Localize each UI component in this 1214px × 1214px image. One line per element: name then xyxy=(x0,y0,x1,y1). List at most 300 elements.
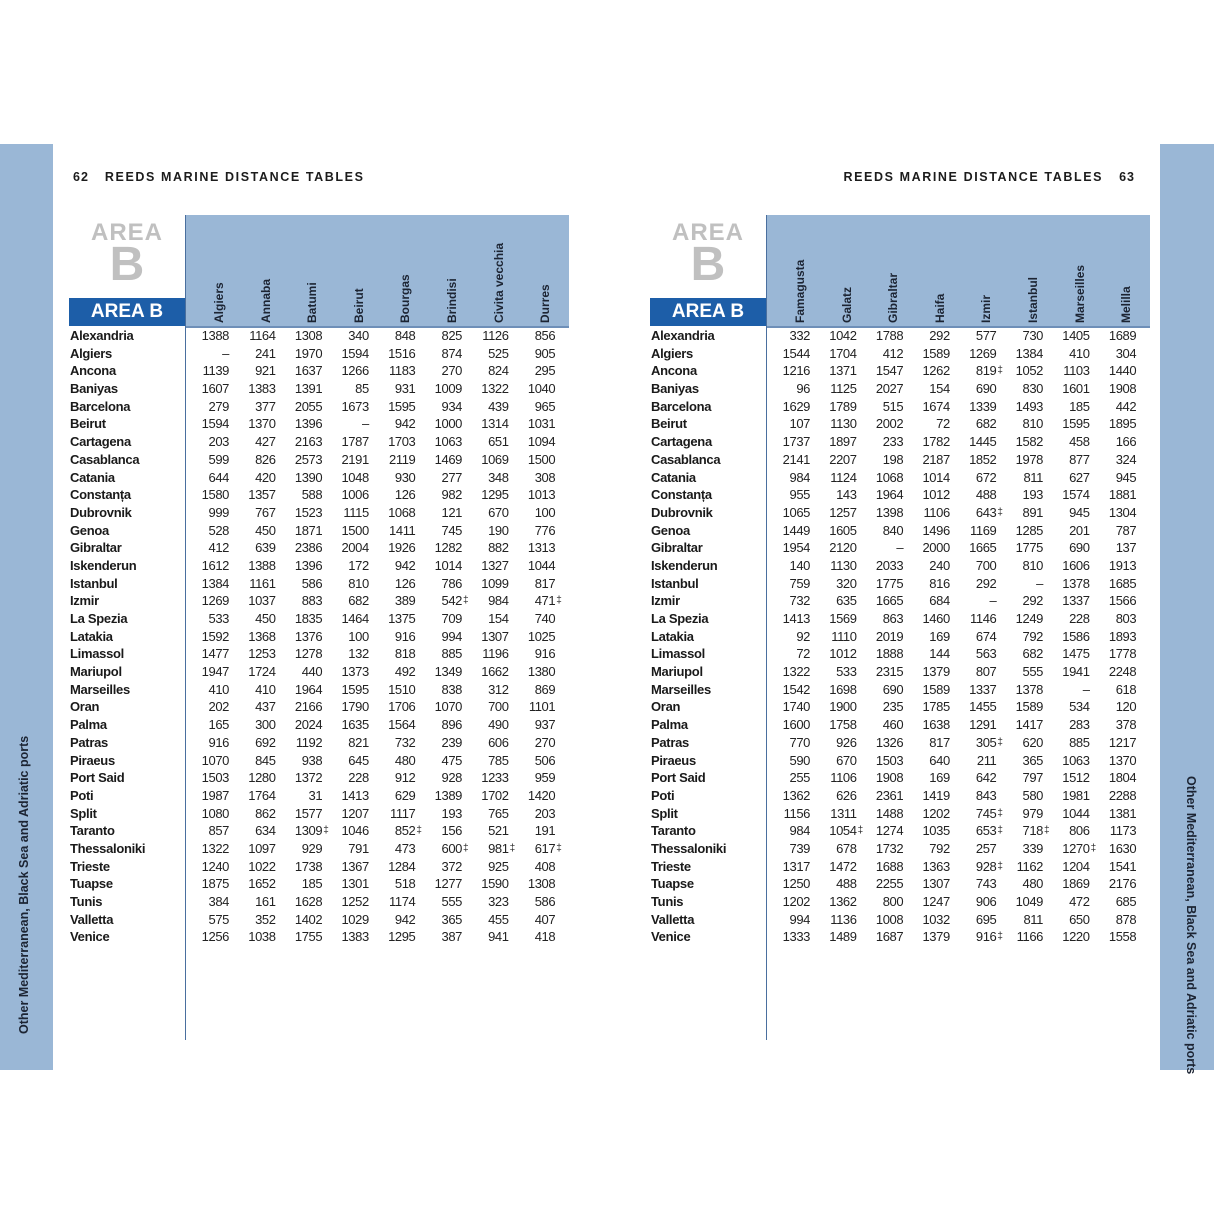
distance-value: 277 xyxy=(441,469,462,485)
table-row xyxy=(69,752,569,770)
port-name: Palma xyxy=(651,717,688,733)
distance-value: 1063 xyxy=(1062,752,1090,768)
distance-value: 408 xyxy=(534,858,556,874)
distance-cell xyxy=(226,539,276,557)
distance-value: 31 xyxy=(308,787,323,803)
distance-value: 292 xyxy=(1022,593,1043,609)
distance-value: 1357 xyxy=(248,487,276,503)
distance-value: 1295 xyxy=(388,929,416,945)
table-row xyxy=(69,415,569,433)
distance-value: 132 xyxy=(348,646,369,662)
area-letter: B xyxy=(690,238,726,291)
distance-value: 982 xyxy=(441,487,462,503)
distance-cell xyxy=(365,822,422,840)
distance-value: 255 xyxy=(789,770,810,786)
distance-cell xyxy=(946,557,996,575)
distance-value: 1378 xyxy=(1062,575,1090,591)
distance-value: 1869 xyxy=(1062,876,1090,892)
column-header-band xyxy=(185,215,569,328)
footnote-mark: ‡ xyxy=(463,842,469,854)
distance-cell xyxy=(1086,610,1136,628)
distance-value: 1327 xyxy=(481,557,509,573)
distance-cell xyxy=(807,805,857,823)
distance-value: 921 xyxy=(255,363,276,379)
footnote-mark: ‡ xyxy=(997,365,1003,377)
distance-cell xyxy=(1040,362,1090,380)
distance-cell xyxy=(1086,345,1136,363)
distance-value: 1101 xyxy=(528,699,556,715)
column-header xyxy=(930,223,950,323)
distance-value: 785 xyxy=(488,752,509,768)
distance-value: 2002 xyxy=(875,416,904,432)
distance-value: 1042 xyxy=(829,328,857,343)
distance-cell xyxy=(365,592,415,610)
distance-cell xyxy=(1040,628,1090,646)
distance-value: 640 xyxy=(929,752,950,768)
port-name: Istanbul xyxy=(651,575,699,591)
table-row xyxy=(69,486,569,504)
distance-cell xyxy=(946,398,996,416)
distance-cell xyxy=(319,522,369,540)
table-row xyxy=(650,486,1150,504)
distance-cell xyxy=(319,805,369,823)
distance-value: 938 xyxy=(301,752,323,768)
distance-value: 437 xyxy=(255,699,276,715)
distance-value: 228 xyxy=(1069,611,1090,626)
distance-cell xyxy=(226,734,276,752)
distance-cell xyxy=(760,469,810,487)
table-row xyxy=(69,380,569,398)
distance-value: 283 xyxy=(1069,717,1090,733)
distance-value: 811 xyxy=(1023,469,1043,485)
distance-cell xyxy=(505,681,555,699)
distance-cell xyxy=(900,875,950,893)
distance-value: 1136 xyxy=(830,911,857,927)
distance-value: 1130 xyxy=(830,416,857,432)
distance-cell xyxy=(993,610,1043,628)
distance-cell xyxy=(853,415,903,433)
distance-value: 2055 xyxy=(294,398,323,414)
port-name: Iskenderun xyxy=(70,557,137,573)
distance-value: 2024 xyxy=(294,717,323,733)
distance-cell xyxy=(853,787,903,805)
distance-cell xyxy=(760,362,810,380)
distance-value: 1638 xyxy=(922,717,950,733)
distance-value: 1080 xyxy=(201,805,229,821)
distance-value: 806 xyxy=(1069,823,1090,839)
distance-cell xyxy=(412,681,462,699)
table-body xyxy=(69,327,569,946)
distance-cell xyxy=(853,522,903,540)
port-name: Piraeus xyxy=(70,752,115,768)
distance-cell xyxy=(365,734,415,752)
distance-value: 586 xyxy=(534,894,556,909)
distance-cell xyxy=(319,415,369,433)
distance-cell xyxy=(459,327,509,345)
distance-cell xyxy=(993,663,1043,681)
column-header xyxy=(442,223,462,323)
distance-cell xyxy=(807,451,857,469)
distance-value: 1379 xyxy=(922,929,950,945)
distance-cell xyxy=(505,840,562,858)
distance-value: 1947 xyxy=(201,664,229,680)
distance-cell xyxy=(807,362,857,380)
distance-cell xyxy=(412,698,462,716)
distance-cell xyxy=(459,734,509,752)
port-name: Poti xyxy=(651,787,675,803)
distance-value: 191 xyxy=(534,823,556,839)
distance-value: 1566 xyxy=(1108,593,1137,609)
column-header xyxy=(976,223,996,323)
distance-cell xyxy=(319,362,369,380)
distance-cell xyxy=(993,769,1043,787)
distance-value: 1445 xyxy=(969,434,997,450)
distance-cell xyxy=(226,451,276,469)
port-name: Port Said xyxy=(70,770,125,786)
distance-cell xyxy=(993,645,1043,663)
distance-value: 1381 xyxy=(1108,805,1137,821)
distance-cell xyxy=(412,716,462,734)
distance-value: 1376 xyxy=(294,628,323,644)
distance-value: 1601 xyxy=(1062,381,1090,397)
distance-cell xyxy=(1040,858,1090,876)
distance-cell xyxy=(900,327,950,345)
distance-value: 1893 xyxy=(1108,628,1137,644)
distance-cell xyxy=(853,663,903,681)
table-row xyxy=(650,769,1150,787)
table-row xyxy=(650,592,1150,610)
distance-value: 1732 xyxy=(875,840,904,856)
distance-value: 792 xyxy=(929,840,950,856)
distance-value: 1595 xyxy=(1062,416,1090,432)
distance-cell xyxy=(365,645,415,663)
distance-cell xyxy=(853,557,903,575)
distance-value: 1029 xyxy=(341,911,369,927)
distance-value: 1897 xyxy=(829,434,857,450)
distance-value: 916 xyxy=(394,628,416,644)
distance-value: 471 xyxy=(534,593,556,609)
distance-cell xyxy=(1040,787,1090,805)
distance-cell xyxy=(1086,805,1136,823)
distance-cell xyxy=(412,805,462,823)
footnote-mark: ‡ xyxy=(1090,842,1096,854)
distance-cell xyxy=(946,433,996,451)
distance-value: 575 xyxy=(208,911,229,927)
distance-value: 821 xyxy=(348,734,369,750)
distance-value: 1309 xyxy=(294,823,323,839)
distance-cell xyxy=(993,787,1043,805)
distance-value: 1389 xyxy=(434,787,462,803)
distance-value: 586 xyxy=(301,575,323,591)
distance-value: 488 xyxy=(836,876,857,892)
distance-cell xyxy=(179,734,229,752)
distance-cell xyxy=(179,327,229,345)
distance-value: 1589 xyxy=(1015,699,1043,715)
distance-cell xyxy=(179,610,229,628)
distance-cell xyxy=(807,875,857,893)
table-row xyxy=(69,716,569,734)
table-row xyxy=(69,592,569,610)
distance-cell xyxy=(946,327,996,345)
distance-value: 1362 xyxy=(782,787,810,803)
distance-value: 1778 xyxy=(1108,646,1137,662)
distance-cell xyxy=(505,858,555,876)
distance-cell xyxy=(807,734,857,752)
distance-value: 1307 xyxy=(922,876,950,892)
distance-cell xyxy=(412,486,462,504)
distance-cell xyxy=(412,415,462,433)
table-row xyxy=(69,787,569,805)
distance-value: 1014 xyxy=(922,469,950,485)
distance-cell xyxy=(1086,362,1136,380)
distance-value: 617 xyxy=(534,840,556,856)
distance-cell xyxy=(1040,327,1090,345)
distance-value: 2166 xyxy=(294,699,323,715)
distance-value: 643 xyxy=(975,504,997,520)
port-name: Alexandria xyxy=(651,328,715,343)
distance-value: 1110 xyxy=(831,628,857,644)
column-header xyxy=(1070,223,1090,323)
distance-cell xyxy=(760,522,810,540)
port-name: Patras xyxy=(70,734,108,750)
distance-cell xyxy=(900,628,950,646)
distance-cell xyxy=(946,681,996,699)
distance-cell xyxy=(272,875,322,893)
footnote-mark: ‡ xyxy=(857,825,863,837)
port-name: Casablanca xyxy=(70,451,140,467)
distance-value: 1900 xyxy=(829,699,857,715)
distance-table-right xyxy=(650,215,1150,1040)
distance-value: 1629 xyxy=(782,398,810,414)
distance-cell xyxy=(993,752,1043,770)
distance-value: 72 xyxy=(796,646,810,662)
distance-cell xyxy=(319,716,369,734)
distance-cell xyxy=(1040,610,1090,628)
table-row xyxy=(650,734,1150,752)
distance-cell xyxy=(760,557,810,575)
distance-value: 515 xyxy=(882,398,904,414)
distance-value: 885 xyxy=(441,646,462,662)
port-name: Gibraltar xyxy=(651,540,703,556)
distance-value: 92 xyxy=(796,628,810,644)
distance-cell xyxy=(226,575,276,593)
port-name: Cartagena xyxy=(651,434,712,450)
distance-value: 1569 xyxy=(829,611,857,626)
distance-cell xyxy=(1086,911,1136,929)
distance-value: 797 xyxy=(1022,770,1043,786)
distance-value: 241 xyxy=(255,345,276,361)
distance-value: 1038 xyxy=(248,929,276,945)
distance-value: 1070 xyxy=(201,752,229,768)
distance-cell xyxy=(760,504,810,522)
footnote-mark: ‡ xyxy=(1044,825,1050,837)
distance-cell xyxy=(946,875,996,893)
distance-cell xyxy=(1040,345,1090,363)
distance-cell xyxy=(807,398,857,416)
distance-value: 1398 xyxy=(875,504,904,520)
distance-cell xyxy=(760,398,810,416)
distance-value: 365 xyxy=(1022,752,1043,768)
distance-value: 800 xyxy=(882,894,904,909)
distance-value: 2288 xyxy=(1108,787,1137,803)
distance-cell xyxy=(1086,769,1136,787)
distance-value: 767 xyxy=(255,504,276,520)
distance-value: 460 xyxy=(882,717,904,733)
distance-value: 1630 xyxy=(1108,840,1137,856)
distance-value: 670 xyxy=(836,752,857,768)
distance-value: 730 xyxy=(1022,328,1043,343)
distance-value: 1295 xyxy=(481,487,509,503)
table-row xyxy=(69,840,569,858)
distance-value: 137 xyxy=(1115,540,1137,556)
distance-value: 211 xyxy=(976,752,997,768)
distance-cell xyxy=(853,752,903,770)
table-row xyxy=(69,327,569,345)
distance-cell xyxy=(272,610,322,628)
distance-value: 1202 xyxy=(782,894,810,909)
distance-cell xyxy=(1040,698,1090,716)
distance-cell xyxy=(946,575,996,593)
distance-cell xyxy=(760,893,810,911)
table-row xyxy=(650,557,1150,575)
distance-value: 1607 xyxy=(201,381,229,397)
distance-cell xyxy=(412,539,462,557)
port-name: Barcelona xyxy=(651,398,712,414)
distance-cell xyxy=(1040,681,1090,699)
distance-cell xyxy=(807,327,857,345)
distance-value: 930 xyxy=(394,469,416,485)
distance-cell xyxy=(272,380,322,398)
distance-value: 905 xyxy=(534,345,556,361)
distance-cell xyxy=(412,787,462,805)
table-row xyxy=(650,645,1150,663)
distance-value: 1500 xyxy=(527,451,556,467)
distance-value: 792 xyxy=(1022,628,1043,644)
page-number: 63 xyxy=(1119,170,1135,184)
distance-cell xyxy=(459,380,509,398)
distance-value: 1706 xyxy=(388,699,416,715)
distance-cell xyxy=(1040,415,1090,433)
distance-cell xyxy=(505,398,555,416)
distance-cell xyxy=(993,433,1043,451)
distance-cell xyxy=(807,911,857,929)
column-header-label: Famagusta xyxy=(793,259,807,323)
distance-value: 1049 xyxy=(1015,894,1043,909)
distance-value: 1600 xyxy=(782,717,810,733)
distance-cell xyxy=(1086,628,1136,646)
distance-value: 488 xyxy=(975,487,997,503)
distance-cell xyxy=(319,875,369,893)
distance-cell xyxy=(946,822,1003,840)
port-name: Trieste xyxy=(651,858,691,874)
distance-cell xyxy=(807,822,863,840)
distance-cell xyxy=(179,645,229,663)
distance-value: 1702 xyxy=(481,787,509,803)
distance-cell xyxy=(1040,433,1090,451)
book-title: REEDS MARINE DISTANCE TABLES xyxy=(104,170,365,184)
distance-cell xyxy=(993,681,1043,699)
distance-value: 590 xyxy=(789,752,810,768)
distance-value: 1274 xyxy=(875,823,904,839)
distance-cell xyxy=(319,610,369,628)
distance-value: 848 xyxy=(394,328,416,343)
distance-value: 732 xyxy=(394,734,416,750)
distance-value: 472 xyxy=(1069,894,1090,909)
distance-cell xyxy=(760,752,810,770)
distance-cell xyxy=(900,380,950,398)
distance-value: 420 xyxy=(255,469,276,485)
distance-cell xyxy=(459,663,509,681)
distance-value: 1337 xyxy=(1062,593,1090,609)
distance-value: 126 xyxy=(394,487,416,503)
distance-value: 670 xyxy=(488,504,509,520)
distance-value: 692 xyxy=(255,734,276,750)
distance-cell xyxy=(993,415,1043,433)
distance-cell xyxy=(760,911,810,929)
distance-cell xyxy=(760,858,810,876)
distance-cell xyxy=(505,327,555,345)
distance-cell xyxy=(365,805,415,823)
distance-value: 490 xyxy=(488,717,509,733)
column-header-label: Izmir xyxy=(979,294,994,323)
distance-value: 1161 xyxy=(249,575,276,591)
distance-value: 100 xyxy=(534,504,556,520)
distance-value: 365 xyxy=(441,911,462,927)
distance-cell xyxy=(365,663,415,681)
distance-cell xyxy=(319,893,369,911)
distance-value: 480 xyxy=(1022,876,1043,892)
distance-cell xyxy=(226,504,276,522)
port-name: Thessaloniki xyxy=(651,840,727,856)
distance-value: 203 xyxy=(208,434,229,450)
distance-value: 1589 xyxy=(922,345,950,361)
port-name: Patras xyxy=(651,734,689,750)
distance-cell xyxy=(853,327,903,345)
distance-value: 292 xyxy=(975,575,997,591)
distance-cell xyxy=(760,645,810,663)
distance-cell xyxy=(226,469,276,487)
distance-cell xyxy=(179,928,229,946)
distance-value: 533 xyxy=(208,611,229,626)
distance-value: 185 xyxy=(1069,398,1090,414)
distance-cell xyxy=(505,433,555,451)
table-row xyxy=(69,822,569,840)
distance-cell xyxy=(993,840,1043,858)
distance-value: 1405 xyxy=(1062,328,1090,343)
distance-value: 787 xyxy=(1115,522,1137,538)
distance-cell xyxy=(272,822,329,840)
distance-value: 304 xyxy=(1115,345,1137,361)
page-number: 62 xyxy=(73,170,89,184)
distance-value: 765 xyxy=(488,805,509,821)
distance-value: – xyxy=(1036,575,1043,591)
table-row xyxy=(69,522,569,540)
footnote-mark: ‡ xyxy=(556,595,562,607)
distance-cell xyxy=(319,398,369,416)
distance-cell xyxy=(179,522,229,540)
port-name: Beirut xyxy=(70,416,106,432)
distance-cell xyxy=(760,486,810,504)
distance-cell xyxy=(272,451,322,469)
distance-value: 1103 xyxy=(1063,363,1090,379)
distance-value: 678 xyxy=(836,840,857,856)
distance-value: 830 xyxy=(1022,381,1043,397)
distance-value: 1044 xyxy=(527,557,556,573)
distance-value: 1589 xyxy=(922,681,950,697)
distance-value: 1044 xyxy=(1062,805,1090,821)
distance-value: 682 xyxy=(1022,646,1043,662)
distance-value: 942 xyxy=(394,557,416,573)
